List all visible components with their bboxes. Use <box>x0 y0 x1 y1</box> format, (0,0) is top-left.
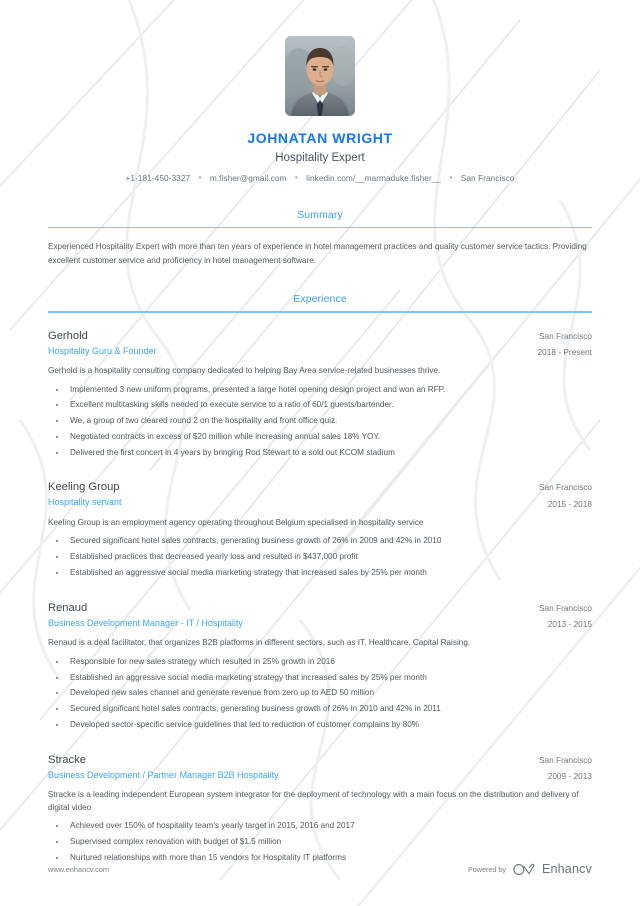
company-description: Gerhold is a hospitality consulting company dedicated to helping Bay Area service-related businesses thrive. <box>48 365 441 375</box>
job-dates: 2013 - 2015 <box>547 618 592 629</box>
contact-line <box>48 173 592 183</box>
experience-item-header <box>48 601 592 630</box>
resume-footer <box>48 862 592 876</box>
contact-separator: • <box>294 171 298 182</box>
experience-item-header <box>48 329 592 358</box>
achievement-item: Delivered the first concert in 4 years by bringing Rod Stewart to a sold out KCOM stadium <box>48 445 592 461</box>
achievement-item: Supervised complex renovation with budget of $1.5 million <box>48 834 592 850</box>
company-description: Renaud is a deal facilitator, that organizes B2B platforms in different sectors, such as IT, Healthcare, Capital Raising. <box>48 638 471 648</box>
job-title: Hospitality servant <box>48 497 122 508</box>
section-divider <box>48 311 592 313</box>
summary-section-title: Summary <box>297 208 343 221</box>
contact-linkedin[interactable]: linkedin.com/__marmaduke.fisher__ <box>306 172 442 183</box>
company-name: Stracke <box>48 753 86 766</box>
achievement-item: Developed new sales channel and generate revenue from zero up to AED 50 million <box>48 685 592 701</box>
experience-item-meta <box>525 480 592 509</box>
experience-section-title: Experience <box>293 292 347 305</box>
experience-item-meta <box>525 601 592 630</box>
job-title: Business Development / Partner Manager B2B Hospitality <box>48 769 279 780</box>
achievement-item: Secured significant hotel sales contracts, generating business growth of 26% in 2009 and 42% in 2010 <box>48 533 592 549</box>
experience-item <box>48 601 592 733</box>
job-location: San Francisco <box>538 754 592 765</box>
contact-separator: • <box>449 171 453 182</box>
achievement-item: Negotiated contracts in excess of $20 million while increasing annual sales 18% YOY. <box>48 429 592 445</box>
company-name: Gerhold <box>48 329 88 342</box>
company-description: Keeling Group is an employment agency operating throughout Belgium specialised in hospitality service <box>48 517 424 527</box>
achievement-item: Developed sector-specific service guidelines that led to reduction of customer complains by 80% <box>48 717 592 733</box>
achievement-item: Established an aggressive social media marketing strategy that increased sales by 25% per month <box>48 565 592 581</box>
achievement-item: Achieved over 150% of hospitality team's yearly target in 2015, 2016 and 2017 <box>48 818 592 834</box>
contact-phone[interactable]: +1-181-450-3327 <box>125 172 191 183</box>
experience-item-meta <box>524 329 592 358</box>
contact-location: San Francisco <box>460 172 515 183</box>
enhancv-infinity-logo-icon <box>513 863 535 876</box>
experience-item-main <box>48 601 525 630</box>
job-dates: 2009 - 2013 <box>547 770 592 781</box>
contact-email[interactable]: m.fisher@gmail.com <box>209 172 287 183</box>
achievement-item: Nurtured relationships with more than 15 vendors for Hospitality IT platforms <box>48 850 592 866</box>
achievement-item: Implemented 3 new uniform programs, presented a large hotel opening design project and won an RFP. <box>48 382 592 398</box>
company-name: Keeling Group <box>48 481 120 494</box>
job-dates: 2015 - 2018 <box>547 498 592 509</box>
achievement-item: Established practices that decreased yearly loss and resulted in $437,000 profit <box>48 549 592 565</box>
resume-header <box>48 0 592 183</box>
company-description: Stracke is a leading independent European system integrator for the deployment of technology with a main focus on the distribution and delivery of digital video <box>48 789 579 812</box>
job-location: San Francisco <box>538 602 592 613</box>
experience-item-meta <box>525 753 592 782</box>
experience-section <box>48 293 592 866</box>
section-divider <box>48 227 592 229</box>
achievement-list <box>48 382 592 461</box>
summary-text: Experienced Hospitality Expert with more than ten years of experience in hotel management practices and quality customer service tactics. Providing excellent customer service and proficiency in hotel management software. <box>48 242 587 265</box>
experience-list <box>48 329 592 866</box>
experience-item-main <box>48 329 524 358</box>
headline: Hospitality Expert <box>275 151 365 164</box>
achievement-list <box>48 533 592 580</box>
job-location: San Francisco <box>538 482 592 493</box>
achievement-item: Excellent multitasking skills needed to execute service to a ratio of 60/1 guests/bartender. <box>48 397 592 413</box>
job-title: Business Development Manager - IT / Hospitality <box>48 617 243 628</box>
summary-section <box>48 209 592 267</box>
job-title: Hospitality Guru & Founder <box>48 345 157 356</box>
achievement-item: Secured significant hotel sales contracts, generating business growth of 26% in 2010 and 42% in 2011 <box>48 701 592 717</box>
experience-item-header <box>48 480 592 509</box>
achievement-item: Responsible for new sales strategy which resulted in 25% growth in 2016 <box>48 654 592 670</box>
achievement-list <box>48 654 592 733</box>
job-location: San Francisco <box>538 330 592 341</box>
powered-by-label: Powered by <box>467 864 506 874</box>
footer-branding <box>468 862 592 876</box>
experience-item <box>48 480 592 580</box>
company-name: Renaud <box>48 601 88 614</box>
experience-item-main <box>48 480 525 509</box>
experience-item <box>48 329 592 461</box>
achievement-item: Established an aggressive social media marketing strategy that increased sales by 25% per month <box>48 670 592 686</box>
contact-separator: • <box>198 171 202 182</box>
avatar <box>285 36 355 116</box>
footer-website-link[interactable]: www.enhancv.com <box>48 864 110 874</box>
page-title: JOHNATAN WRIGHT <box>247 130 393 146</box>
achievement-item: We, a group of two cleared round 2 on the hospitality and front office quiz. <box>48 413 592 429</box>
experience-item <box>48 753 592 866</box>
experience-item-main <box>48 753 525 782</box>
job-dates: 2018 - Present <box>537 346 592 357</box>
experience-item-header <box>48 753 592 782</box>
achievement-list <box>48 818 592 865</box>
brand-name: Enhancv <box>541 862 592 876</box>
